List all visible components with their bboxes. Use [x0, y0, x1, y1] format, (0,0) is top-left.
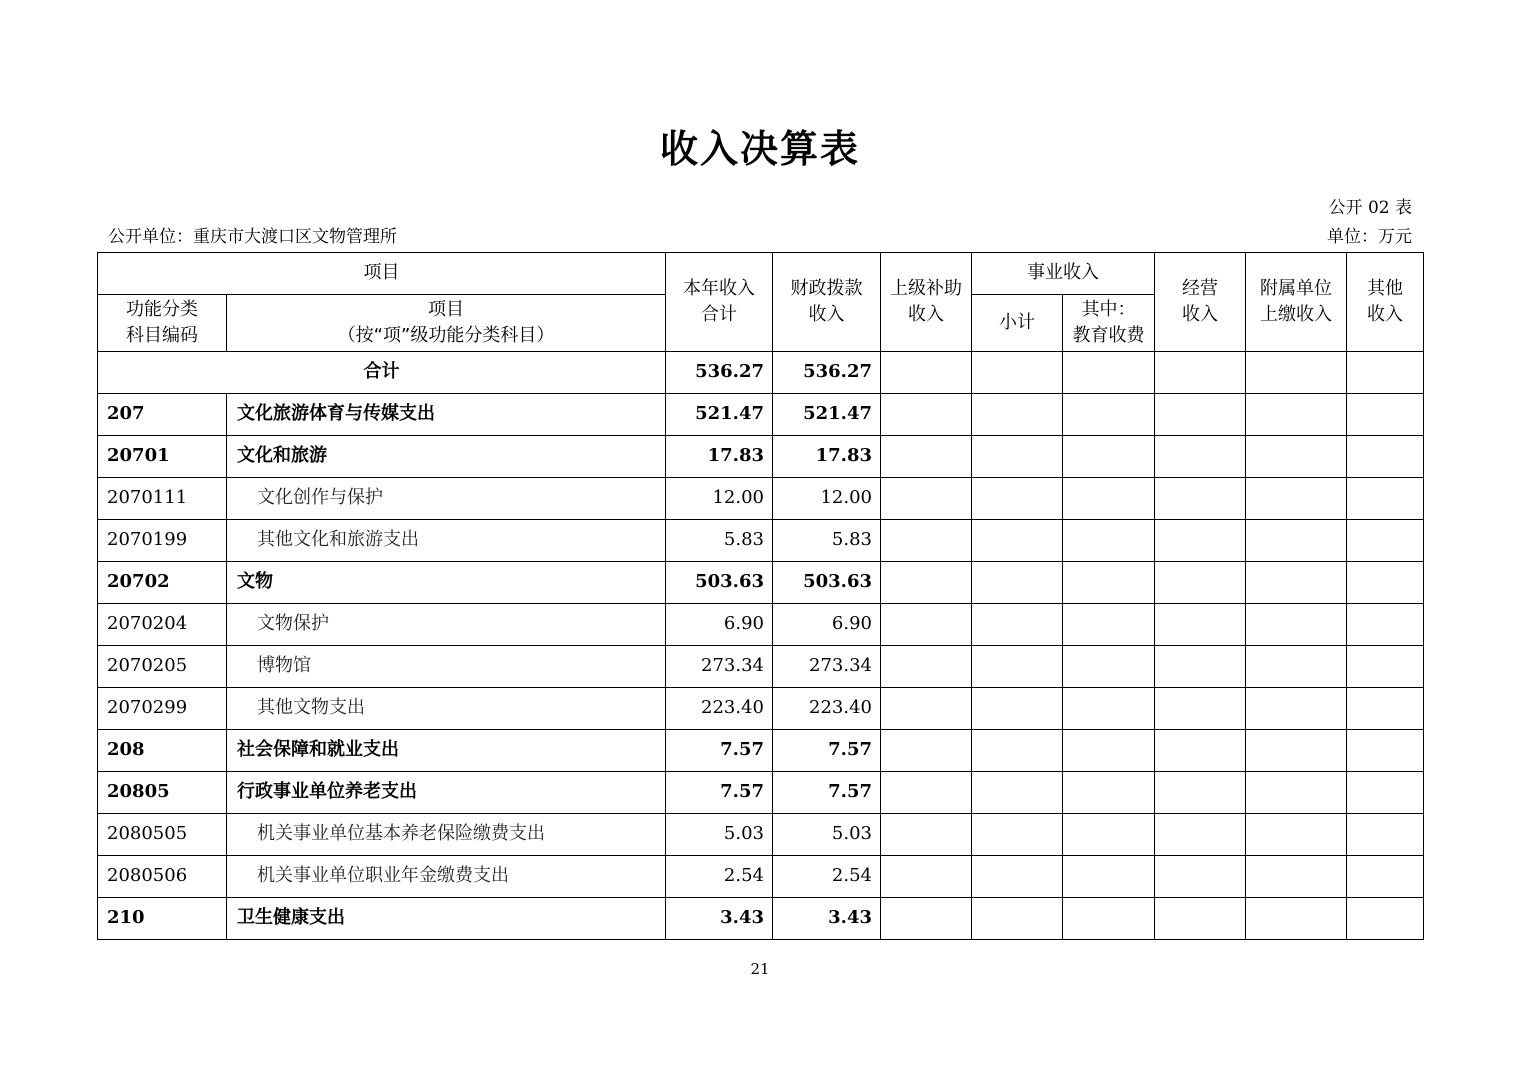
empty-cell	[1063, 646, 1155, 688]
empty-cell	[881, 562, 972, 604]
empty-cell	[1246, 436, 1347, 478]
fiscal-income-cell: 6.90	[773, 604, 881, 646]
table-row	[98, 436, 1424, 478]
code-cell: 2080505	[98, 814, 227, 856]
code-cell: 2070205	[98, 646, 227, 688]
empty-cell	[1246, 562, 1347, 604]
item-name-cell: 博物馆	[227, 646, 666, 688]
empty-cell	[1063, 394, 1155, 436]
empty-cell	[1246, 730, 1347, 772]
table-row	[98, 646, 1424, 688]
total-row	[98, 352, 1424, 394]
table-row	[98, 898, 1424, 940]
header-total-line2: 合计	[701, 304, 737, 325]
empty-cell	[881, 394, 972, 436]
code-cell: 20805	[98, 772, 227, 814]
header-affiliated	[1246, 253, 1347, 352]
table-row	[98, 478, 1424, 520]
fiscal-income-cell: 503.63	[773, 562, 881, 604]
empty-cell	[1347, 394, 1424, 436]
item-name-cell: 文物保护	[227, 604, 666, 646]
header-project: 项目	[98, 253, 666, 295]
total-income-cell: 7.57	[666, 772, 773, 814]
table-row	[98, 688, 1424, 730]
header-item-line1: 项目	[428, 298, 464, 320]
empty-cell	[1246, 394, 1347, 436]
empty-cell	[881, 730, 972, 772]
fiscal-income-cell: 7.57	[773, 772, 881, 814]
empty-cell	[972, 520, 1063, 562]
item-name-cell: 机关事业单位职业年金缴费支出	[227, 856, 666, 898]
total-income-cell: 5.83	[666, 520, 773, 562]
empty-cell	[1347, 562, 1424, 604]
empty-cell	[1155, 562, 1246, 604]
header-other-line1: 其他	[1367, 277, 1403, 299]
total-income-cell: 7.57	[666, 730, 773, 772]
empty-cell	[881, 478, 972, 520]
table-body	[98, 352, 1424, 940]
empty-cell	[1246, 688, 1347, 730]
header-upper-line1: 上级补助	[890, 277, 962, 299]
empty-cell	[972, 604, 1063, 646]
item-name-cell: 卫生健康支出	[227, 898, 666, 940]
empty-cell	[1155, 688, 1246, 730]
code-cell: 2070299	[98, 688, 227, 730]
item-name-cell: 机关事业单位基本养老保险缴费支出	[227, 814, 666, 856]
header-total	[666, 253, 773, 352]
empty-cell	[1063, 478, 1155, 520]
empty-cell	[881, 814, 972, 856]
header-edu-line1: 其中：	[1081, 298, 1136, 320]
code-cell: 20702	[98, 562, 227, 604]
empty-cell	[881, 436, 972, 478]
code-cell: 2080506	[98, 856, 227, 898]
code-cell: 208	[98, 730, 227, 772]
fiscal-income-cell: 7.57	[773, 730, 881, 772]
code-cell: 207	[98, 394, 227, 436]
empty-cell	[1155, 772, 1246, 814]
empty-cell	[881, 688, 972, 730]
empty-cell	[1347, 604, 1424, 646]
empty-cell	[1063, 814, 1155, 856]
empty-cell	[1347, 520, 1424, 562]
empty-cell	[972, 814, 1063, 856]
form-number: 公开 02 表	[1328, 198, 1412, 218]
empty-cell	[972, 856, 1063, 898]
fiscal-income-cell: 12.00	[773, 478, 881, 520]
header-fiscal	[773, 253, 881, 352]
empty-cell	[1347, 856, 1424, 898]
total-income-cell: 521.47	[666, 394, 773, 436]
item-name-cell: 文化和旅游	[227, 436, 666, 478]
table-row	[98, 814, 1424, 856]
table-header	[98, 253, 1424, 352]
empty-cell	[972, 394, 1063, 436]
header-func-code	[98, 295, 227, 352]
header-operating-line2: 收入	[1182, 304, 1218, 325]
table-row	[98, 520, 1424, 562]
empty-cell	[1063, 352, 1155, 394]
table-row	[98, 394, 1424, 436]
fiscal-income-cell: 273.34	[773, 646, 881, 688]
empty-cell	[1246, 478, 1347, 520]
empty-cell	[1155, 520, 1246, 562]
empty-cell	[972, 562, 1063, 604]
item-name-cell: 其他文物支出	[227, 688, 666, 730]
income-final-accounts-table	[97, 252, 1424, 940]
empty-cell	[1155, 436, 1246, 478]
empty-cell	[972, 730, 1063, 772]
header-operating-line1: 经营	[1182, 277, 1218, 299]
empty-cell	[1155, 352, 1246, 394]
empty-cell	[1246, 814, 1347, 856]
table-row	[98, 604, 1424, 646]
empty-cell	[1063, 604, 1155, 646]
total-income-cell: 17.83	[666, 436, 773, 478]
empty-cell	[972, 352, 1063, 394]
item-name-cell: 文化旅游体育与传媒支出	[227, 394, 666, 436]
total-income-cell: 2.54	[666, 856, 773, 898]
total-income-cell: 5.03	[666, 814, 773, 856]
total-income-cell: 12.00	[666, 478, 773, 520]
empty-cell	[1347, 688, 1424, 730]
empty-cell	[1246, 898, 1347, 940]
table-row	[98, 562, 1424, 604]
fiscal-income-cell: 521.47	[773, 394, 881, 436]
empty-cell	[972, 478, 1063, 520]
empty-cell	[1246, 604, 1347, 646]
empty-cell	[1347, 814, 1424, 856]
table-row	[98, 772, 1424, 814]
empty-cell	[1063, 730, 1155, 772]
code-cell: 2070204	[98, 604, 227, 646]
empty-cell	[881, 352, 972, 394]
total-income-cell: 223.40	[666, 688, 773, 730]
empty-cell	[1155, 604, 1246, 646]
item-name-cell: 社会保障和就业支出	[227, 730, 666, 772]
fiscal-income-cell: 5.03	[773, 814, 881, 856]
empty-cell	[972, 772, 1063, 814]
table-row	[98, 856, 1424, 898]
header-item	[227, 295, 666, 352]
page-title: 收入决算表	[659, 127, 860, 171]
empty-cell	[1155, 394, 1246, 436]
item-name-cell: 行政事业单位养老支出	[227, 772, 666, 814]
fiscal-income-cell: 2.54	[773, 856, 881, 898]
empty-cell	[1347, 478, 1424, 520]
fiscal-income-cell: 17.83	[773, 436, 881, 478]
empty-cell	[972, 646, 1063, 688]
total-fiscal-cell: 536.27	[773, 352, 881, 394]
total-label: 合计	[98, 352, 666, 394]
item-name-cell: 文化创作与保护	[227, 478, 666, 520]
table-row	[98, 730, 1424, 772]
empty-cell	[1063, 898, 1155, 940]
empty-cell	[1155, 730, 1246, 772]
empty-cell	[972, 898, 1063, 940]
empty-cell	[881, 856, 972, 898]
empty-cell	[1063, 436, 1155, 478]
header-fiscal-line2: 收入	[808, 304, 845, 325]
header-func-code-line2: 科目编码	[126, 325, 198, 346]
header-other	[1347, 253, 1424, 352]
code-cell: 2070111	[98, 478, 227, 520]
empty-cell	[1063, 562, 1155, 604]
total-income-cell: 6.90	[666, 604, 773, 646]
total-income-cell: 3.43	[666, 898, 773, 940]
header-subtotal: 小计	[972, 295, 1063, 352]
header-upper-subsidy	[881, 253, 972, 352]
header-fiscal-line1: 财政拨款	[790, 277, 863, 299]
header-upper-line2: 收入	[908, 304, 944, 325]
empty-cell	[1347, 898, 1424, 940]
empty-cell	[1347, 772, 1424, 814]
total-income-cell: 503.63	[666, 562, 773, 604]
empty-cell	[1246, 520, 1347, 562]
empty-cell	[881, 898, 972, 940]
empty-cell	[1155, 478, 1246, 520]
empty-cell	[972, 688, 1063, 730]
currency-unit: 单位：万元	[1327, 227, 1412, 247]
page-number: 21	[750, 960, 770, 978]
header-business-income: 事业收入	[972, 253, 1155, 295]
code-cell: 20701	[98, 436, 227, 478]
header-func-code-line1: 功能分类	[126, 298, 198, 320]
empty-cell	[881, 520, 972, 562]
code-cell: 2070199	[98, 520, 227, 562]
header-item-line2: （按“项”级功能分类科目）	[337, 325, 555, 346]
empty-cell	[1246, 352, 1347, 394]
empty-cell	[1063, 772, 1155, 814]
empty-cell	[1246, 772, 1347, 814]
fiscal-income-cell: 5.83	[773, 520, 881, 562]
empty-cell	[1155, 646, 1246, 688]
reporting-unit: 公开单位：重庆市大渡口区文物管理所	[108, 227, 397, 247]
header-operating	[1155, 253, 1246, 352]
empty-cell	[881, 772, 972, 814]
empty-cell	[881, 646, 972, 688]
fiscal-income-cell: 223.40	[773, 688, 881, 730]
empty-cell	[1246, 646, 1347, 688]
header-affiliated-line2: 上缴收入	[1260, 304, 1332, 325]
total-income-cell: 536.27	[666, 352, 773, 394]
empty-cell	[1347, 646, 1424, 688]
empty-cell	[1347, 352, 1424, 394]
empty-cell	[972, 436, 1063, 478]
empty-cell	[1155, 856, 1246, 898]
empty-cell	[1347, 436, 1424, 478]
item-name-cell: 文物	[227, 562, 666, 604]
code-cell: 210	[98, 898, 227, 940]
empty-cell	[1155, 814, 1246, 856]
empty-cell	[1347, 730, 1424, 772]
fiscal-income-cell: 3.43	[773, 898, 881, 940]
empty-cell	[1063, 856, 1155, 898]
header-edu-fees	[1063, 295, 1155, 352]
item-name-cell: 其他文化和旅游支出	[227, 520, 666, 562]
header-total-line1: 本年收入	[683, 277, 755, 299]
empty-cell	[1246, 856, 1347, 898]
empty-cell	[1063, 688, 1155, 730]
header-affiliated-line1: 附属单位	[1260, 277, 1332, 299]
empty-cell	[1155, 898, 1246, 940]
total-income-cell: 273.34	[666, 646, 773, 688]
header-edu-line2: 教育收费	[1072, 325, 1145, 346]
empty-cell	[1063, 520, 1155, 562]
empty-cell	[881, 604, 972, 646]
header-other-line2: 收入	[1367, 304, 1403, 325]
